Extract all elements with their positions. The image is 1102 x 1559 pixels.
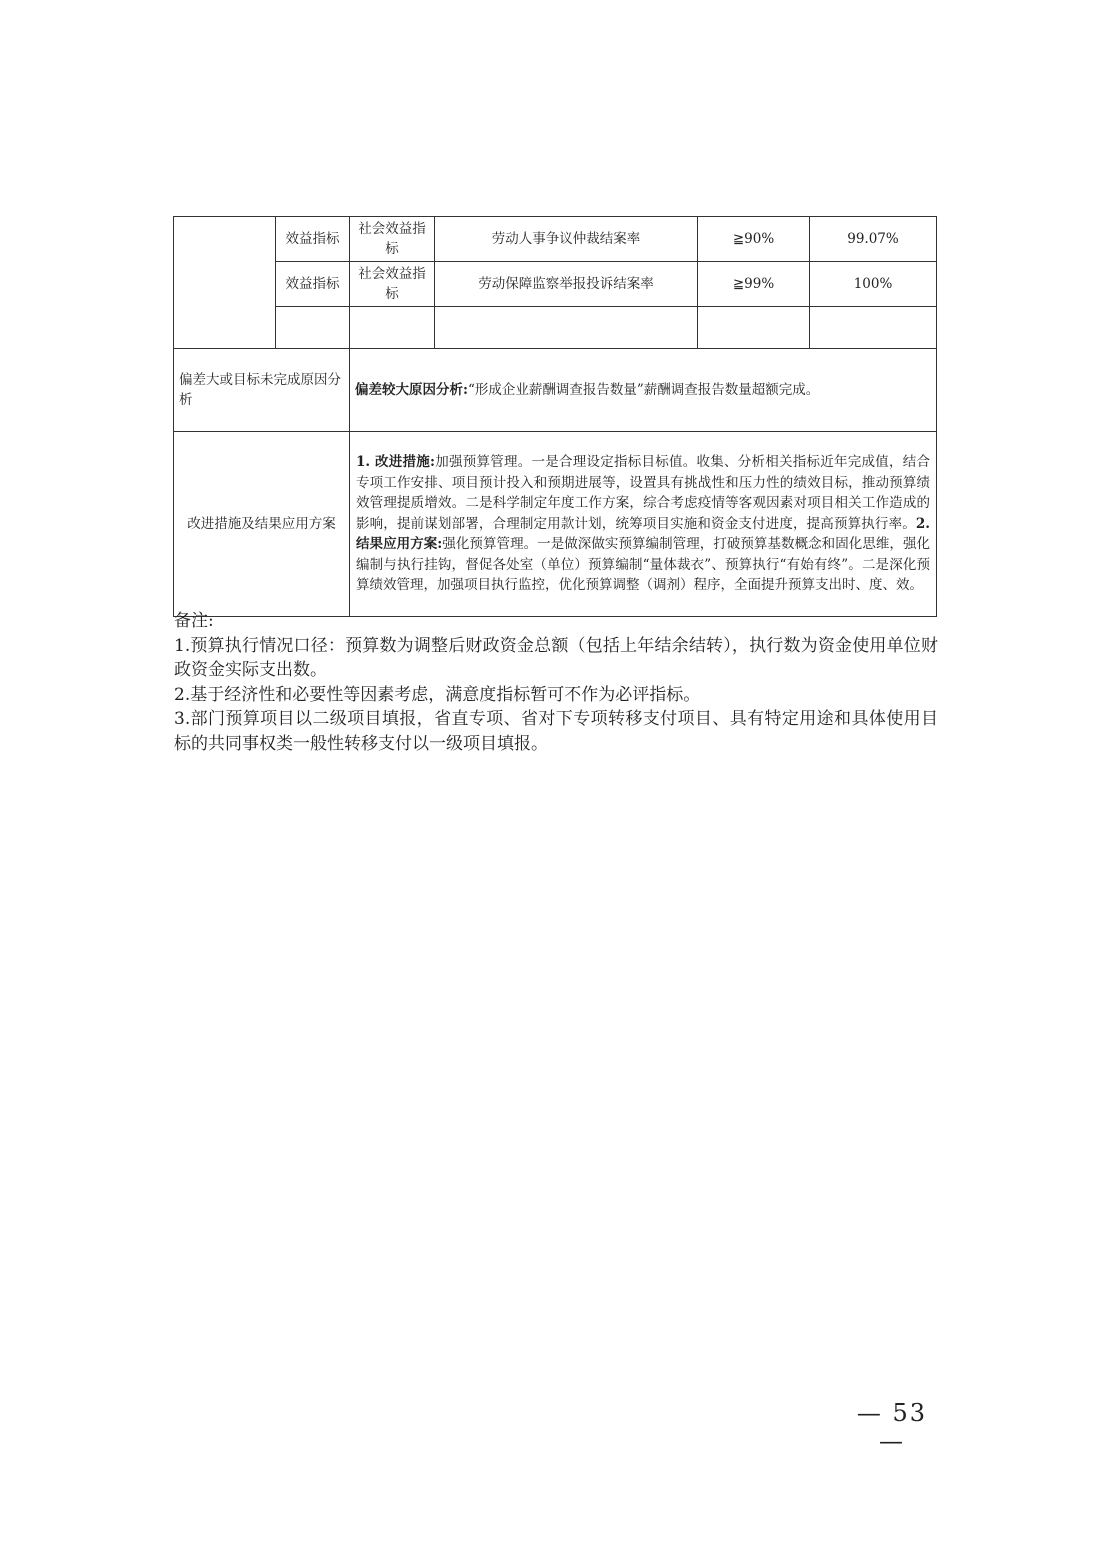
merged-blank-cell — [174, 217, 276, 349]
indicator-name-cell: 劳动保障监察举报投诉结案率 — [435, 262, 698, 307]
table-row — [174, 307, 937, 349]
actual-value-cell — [810, 307, 937, 349]
improvement-label: 改进措施及结果应用方案 — [174, 432, 350, 617]
level1-indicator-cell: 效益指标 — [276, 217, 350, 262]
level2-indicator-cell — [350, 307, 435, 349]
deviation-text: “形成企业薪酬调查报告数量”薪酬调查报告数量超额完成。 — [467, 382, 820, 398]
note-item: 2.基于经济性和必要性等因素考虑，满意度指标暂可不作为必评指标。 — [174, 684, 701, 705]
improvement-p1-bold: 1. 改进措施: — [356, 453, 436, 470]
deviation-content — [350, 349, 937, 432]
table-row — [174, 217, 937, 262]
note-item: 3.部门预算项目以二级项目填报，省直专项、省对下专项转移支付项目、具有特定用途和具体使用目标的共同事权类一般性转移支付以一级项目填报。 — [174, 709, 938, 754]
improvement-p2-bold: 2. 结果应用方案: — [356, 515, 930, 553]
level2-indicator-cell: 社会效益指标 — [350, 262, 435, 307]
performance-table — [173, 216, 937, 617]
improvement-p2-text: 强化预算管理。一是做深做实预算编制管理，打破预算基数概念和固化思维，强化编制与执行挂钩，督促各处室（单位）预算编制“量体裁衣”、预算执行“有始有终”。二是深化预算绩效管理，加强项目执行监控，优化预算调整（调剂）程序，全面提升预算支出时、度、效。 — [356, 536, 931, 594]
level1-indicator-cell: 效益指标 — [276, 262, 350, 307]
actual-value-cell: 100% — [810, 262, 937, 307]
target-value-cell: ≧99% — [698, 262, 810, 307]
indicator-name-cell — [435, 307, 698, 349]
table-row — [174, 262, 937, 307]
deviation-label: 偏差大或目标未完成原因分析 — [174, 349, 350, 432]
notes-title: 备注: — [174, 611, 214, 631]
deviation-bold-prefix: 偏差较大原因分析: — [355, 382, 468, 398]
deviation-row — [174, 349, 937, 432]
actual-value-cell: 99.07% — [810, 217, 937, 262]
target-value-cell: ≧90% — [698, 217, 810, 262]
notes-section — [174, 609, 938, 756]
level1-indicator-cell — [276, 307, 350, 349]
indicator-name-cell: 劳动人事争议仲裁结案率 — [435, 217, 698, 262]
page-number: — 53 — — [856, 1399, 928, 1455]
level2-indicator-cell: 社会效益指标 — [350, 217, 435, 262]
note-item: 1.预算执行情况口径：预算数为调整后财政资金总额（包括上年结余结转），执行数为资金使用单位财政资金实际支出数。 — [174, 635, 938, 680]
target-value-cell — [698, 307, 810, 349]
improvement-p1-text: 加强预算管理。一是合理设定指标目标值。收集、分析相关指标近年完成值，结合专项工作安排、项目预计投入和预期进展等，设置具有挑战性和压力性的绩效目标，推动预算绩效管理提质增效。二是科学制定年度工作方案，综合考虑疫情等客观因素对项目相关工作造成的影响，提前谋划部署，合理制定用款计划，统筹项目实施和资金支付进度，提高预算执行率。 — [356, 453, 931, 532]
improvement-row — [174, 432, 937, 617]
improvement-content — [350, 432, 937, 617]
